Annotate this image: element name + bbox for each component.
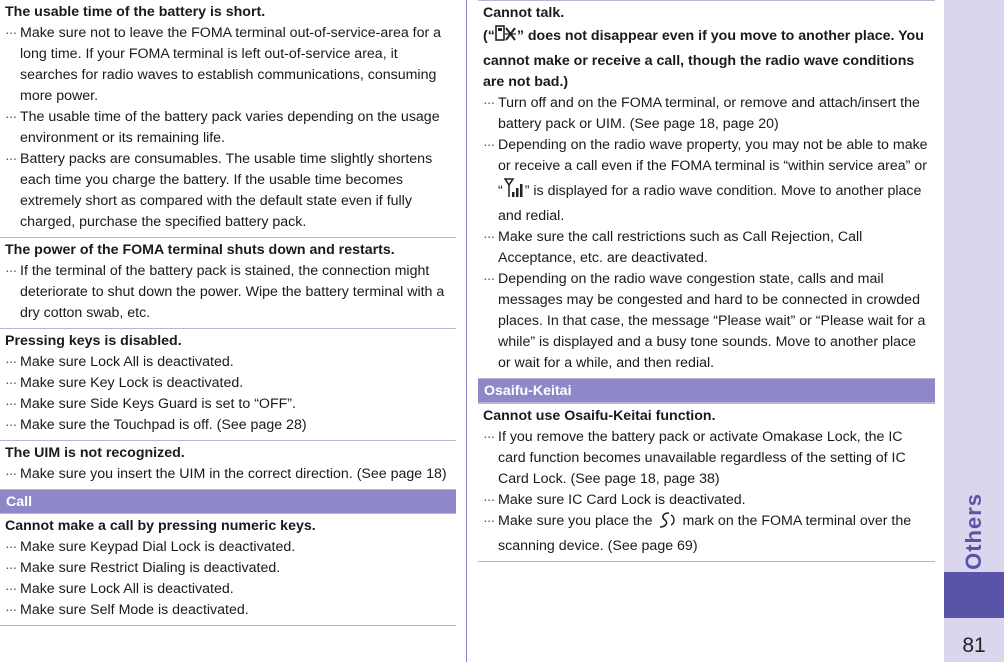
item-text: Battery packs are consumables. The usable time slightly shortens each time you charge the battery. If the usable time becomes extremely short as compared with the default state even if fully charged, purchase the specified battery pack. <box>20 151 433 230</box>
topic-title: Cannot make a call by pressing numeric keys. <box>5 518 316 534</box>
topic-title: The power of the FOMA terminal shuts down and restarts. <box>5 242 395 258</box>
list-item: ··· Make sure you place the mark on the FOMA terminal over the scanning device. (See page 69) <box>483 513 912 554</box>
topic-cannot-talk <box>478 0 935 379</box>
topic-title: Cannot use Osaifu-Keitai function. <box>483 408 716 424</box>
item-text: Make sure Key Lock is deactivated. <box>20 375 244 391</box>
list-item: ··· Make sure you insert the UIM in the correct direction. (See page 18) <box>5 466 447 482</box>
list-item: ··· Make sure the Touchpad is off. (See page 28) <box>5 417 307 433</box>
topic <box>0 514 456 626</box>
item-text: The usable time of the battery pack varies depending on the usage environment or its remaining life. <box>20 109 440 146</box>
list-item: ··· Make sure Self Mode is deactivated. <box>5 602 249 618</box>
list-item: ··· Make sure Lock All is deactivated. <box>5 354 234 370</box>
page-number: 81 <box>962 634 986 657</box>
list-item: ··· If the terminal of the battery pack is stained, the connection might deteriorate to shut down the power. Wipe the battery terminal with a dry cotton swab, etc. <box>5 263 445 321</box>
list-item: ··· Make sure Keypad Dial Lock is deactivated. <box>5 539 296 555</box>
topic <box>0 441 456 490</box>
list-item: ··· Turn off and on the FOMA terminal, or remove and attach/insert the battery pack or UIM. (See page 18, page 20) <box>483 95 920 132</box>
list-item: ··· The usable time of the battery pack varies depending on the usage environment or its remaining life. <box>5 109 440 146</box>
item-text: Make sure IC Card Lock is deactivated. <box>498 492 746 508</box>
list-item: ··· Battery packs are consumables. The usable time slightly shortens each time you charge the battery. If the usable time becomes extremely short as compared with the default state even if fully charged, purchase the specified battery pack. <box>5 151 433 230</box>
item-text: Make sure not to leave the FOMA terminal out-of-service-area for a long time. If your FOMA terminal is left out-of-service area, it searches for radio waves to establish communications, consuming more power. <box>20 25 442 104</box>
item-text: Make sure Lock All is deactivated. <box>20 354 234 370</box>
list-item: ··· Make sure IC Card Lock is deactivated. <box>483 492 746 508</box>
list-item: ··· Make sure Side Keys Guard is set to “OFF”. <box>5 396 296 412</box>
item-text: ” is displayed for a radio wave condition. Move to another place and redial. <box>498 183 922 224</box>
topic-title-open: (“ <box>483 28 495 44</box>
side-tab-label <box>946 200 1002 570</box>
item-text: Make sure Lock All is deactivated. <box>20 581 234 597</box>
topic <box>0 329 456 441</box>
left-topic-group <box>0 0 456 490</box>
list-item: ··· If you remove the battery pack or activate Omakase Lock, the IC card function becomes unavailable regardless of the setting of IC Card Lock. (See page 18, page 38) <box>483 429 906 487</box>
out-of-service-icon <box>495 24 517 51</box>
topic-title-rest: ” does not disappear even if you move to another place. You cannot make or receive a call, though the radio wave conditions are not bad.) <box>483 28 924 90</box>
item-text: Make sure the Touchpad is off. (See page 28) <box>20 417 307 433</box>
side-tab-text: Others <box>961 493 986 570</box>
item-text: Turn off and on the FOMA terminal, or remove and attach/insert the battery pack or UIM. (See page 18, page 20) <box>498 95 920 132</box>
topic-title: The usable time of the battery is short. <box>5 4 266 20</box>
item-text: Make sure the call restrictions such as Call Rejection, Call Acceptance, etc. are deactivated. <box>498 229 863 266</box>
list-item: ··· Make sure Key Lock is deactivated. <box>5 375 244 391</box>
section-header-osaifu-keitai: Osaifu-Keitai <box>478 379 935 403</box>
left-topic-group-call <box>0 514 456 626</box>
item-text: Make sure you insert the UIM in the correct direction. (See page 18) <box>20 466 447 482</box>
list-item: ··· Depending on the radio wave property, you may not be able to make or receive a call even if the FOMA terminal is “within service area” or “ ” is displayed for a radio wave condition. Move to another place and redial. <box>483 137 928 224</box>
item-text: If the terminal of the battery pack is stained, the connection might deteriorate to shut down the power. Wipe the battery terminal with a dry cotton swab, etc. <box>20 263 445 321</box>
list-item: ··· Make sure Restrict Dialing is deactivated. <box>5 560 281 576</box>
topic-title <box>483 3 930 93</box>
topic-osaifu-keitai <box>478 403 935 562</box>
list-item: ··· Depending on the radio wave congestion state, calls and mail messages may be congested and hard to be connected in crowded places. In that case, the message “Please wait” or “Please wait for a while” is displayed and a busy tone sounds. Move to another place or wait for a while, and then redial. <box>483 271 926 371</box>
list-item: ··· Make sure not to leave the FOMA terminal out-of-service-area for a long time. If your FOMA terminal is left out-of-service area, it searches for radio waves to establish communications, consuming more power. <box>5 25 442 104</box>
topic <box>0 238 456 329</box>
left-column <box>0 0 456 626</box>
side-tab-marker <box>944 572 1004 618</box>
felica-mark-icon <box>657 511 679 536</box>
item-text: Depending on the radio wave property, you may not be able to make or receive a call even if the FOMA terminal is “within service area” or “ <box>498 137 928 199</box>
topic <box>0 0 456 238</box>
item-text: mark on the FOMA terminal over the scanning device. (See page 69) <box>498 513 912 554</box>
right-column <box>478 0 935 562</box>
item-text: Make sure Keypad Dial Lock is deactivated. <box>20 539 296 555</box>
section-header-call: Call <box>0 490 456 514</box>
item-text: Make sure Self Mode is deactivated. <box>20 602 249 618</box>
signal-strength-icon <box>503 177 525 206</box>
topic-title: Pressing keys is disabled. <box>5 333 182 349</box>
item-text: If you remove the battery pack or activate Omakase Lock, the IC card function becomes unavailable regardless of the setting of IC Card Lock. (See page 18, page 38) <box>498 429 906 487</box>
item-text: Make sure you place the <box>498 513 657 529</box>
item-text: Make sure Restrict Dialing is deactivated. <box>20 560 281 576</box>
column-divider <box>466 0 467 662</box>
topic-title-line: Cannot talk. <box>483 5 565 21</box>
list-item: ··· Make sure Lock All is deactivated. <box>5 581 234 597</box>
list-item: ··· Make sure the call restrictions such as Call Rejection, Call Acceptance, etc. are deactivated. <box>483 229 863 266</box>
topic-title: The UIM is not recognized. <box>5 445 185 461</box>
item-text: Depending on the radio wave congestion state, calls and mail messages may be congested and hard to be connected in crowded places. In that case, the message “Please wait” or “Please wait for a while” is displayed and a busy tone sounds. Move to another place or wait for a while, and then redial. <box>498 271 926 371</box>
item-text: Make sure Side Keys Guard is set to “OFF”. <box>20 396 296 412</box>
